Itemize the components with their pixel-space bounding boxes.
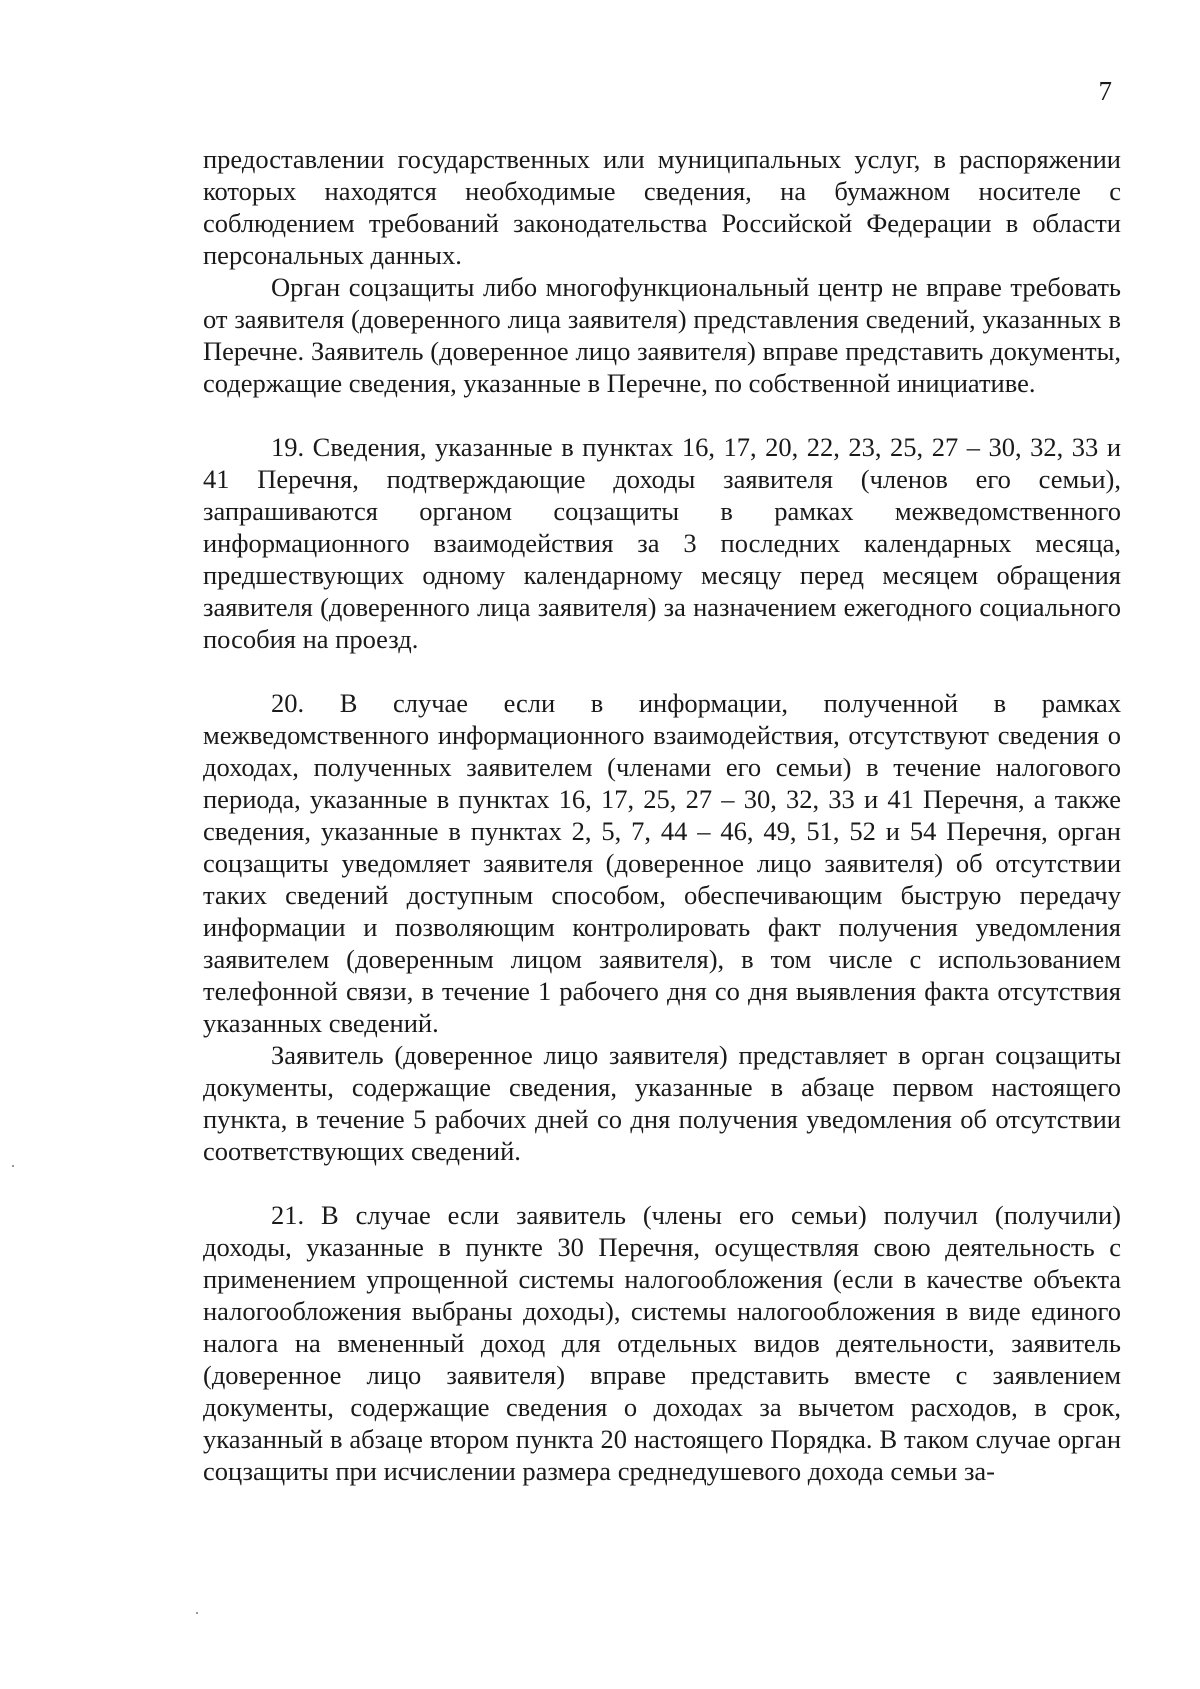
paragraph-organ-not-entitled: Орган соцзащиты либо многофункциональный центр не вправе требовать от заявителя (доверенного лица заявителя) представления сведений, указанных в Перечне. Заявитель (доверенное лицо заявителя) вправе представить документы, содержащие сведения, указанные в Перечне, по собственной инициативе. [203,272,1121,398]
paragraph-item-20-second: Заявитель (доверенное лицо заявителя) представляет в орган соцзащиты документы, содержащие сведения, указанные в абзаце первом настоящего пункта, в течение 5 рабочих дней со дня получения уведомления об отсутствии соответствующих сведений. [203,1040,1121,1166]
paragraph-continuation: предоставлении государственных или муниципальных услуг, в распоряжении которых находятся необходимые сведения, на бумажном носителе с соблюдением требований законодательства Российской Федерации в области персональных данных. [203,144,1121,270]
paragraph-item-20: 20. В случае если в информации, полученной в рамках межведомственного информационного взаимодействия, отсутствуют сведения о доходах, полученных заявителем (членами его семьи) в течение налогового периода, указанные в пунктах 16, 17, 25, 27 – 30, 32, 33 и 41 Перечня, а также сведения, указанные в пунктах 2, 5, 7, 44 – 46, 49, 51, 52 и 54 Перечня, орган соцзащиты уведомляет заявителя (доверенное лицо заявителя) об отсутствии таких сведений доступным способом, обеспечивающим быструю передачу информации и позволяющим контролировать факт получения уведомления заявителем (доверенным лицом заявителя), в том числе с использованием телефонной связи, в течение 1 рабочего дня со дня выявления факта отсутствия указанных сведений. [203,688,1121,1038]
document-body [203,143,1121,1487]
paragraph-item-21: 21. В случае если заявитель (члены его семьи) получил (получили) доходы, указанные в пункте 30 Перечня, осуществляя свою деятельность с применением упрощенной системы налогообложения (если в качестве объекта налогообложения выбраны доходы), системы налогообложения в виде единого налога на вмененный доход для отдельных видов деятельности, заявитель (доверенное лицо заявителя) вправе представить вместе с заявлением документы, содержащие сведения о доходах за вычетом расходов, в срок, указанный в абзаце втором пункта 20 настоящего Порядка. В таком случае орган соцзащиты при исчислении размера среднедушевого дохода семьи за- [203,1200,1121,1486]
scan-artifact-dot [12,1165,14,1167]
scan-artifact-dot [196,1612,198,1614]
page-number: 7 [1098,76,1112,106]
paragraph-item-19: 19. Сведения, указанные в пунктах 16, 17, 20, 22, 23, 25, 27 – 30, 32, 33 и 41 Перечня, подтверждающие доходы заявителя (членов его семьи), запрашиваются органом соцзащиты в рамках межведомственного информационного взаимодействия за 3 последних календарных месяца, предшествующих одному календарному месяцу перед месяцем обращения заявителя (доверенного лица заявителя) за назначением ежегодного социального пособия на проезд. [203,432,1121,654]
